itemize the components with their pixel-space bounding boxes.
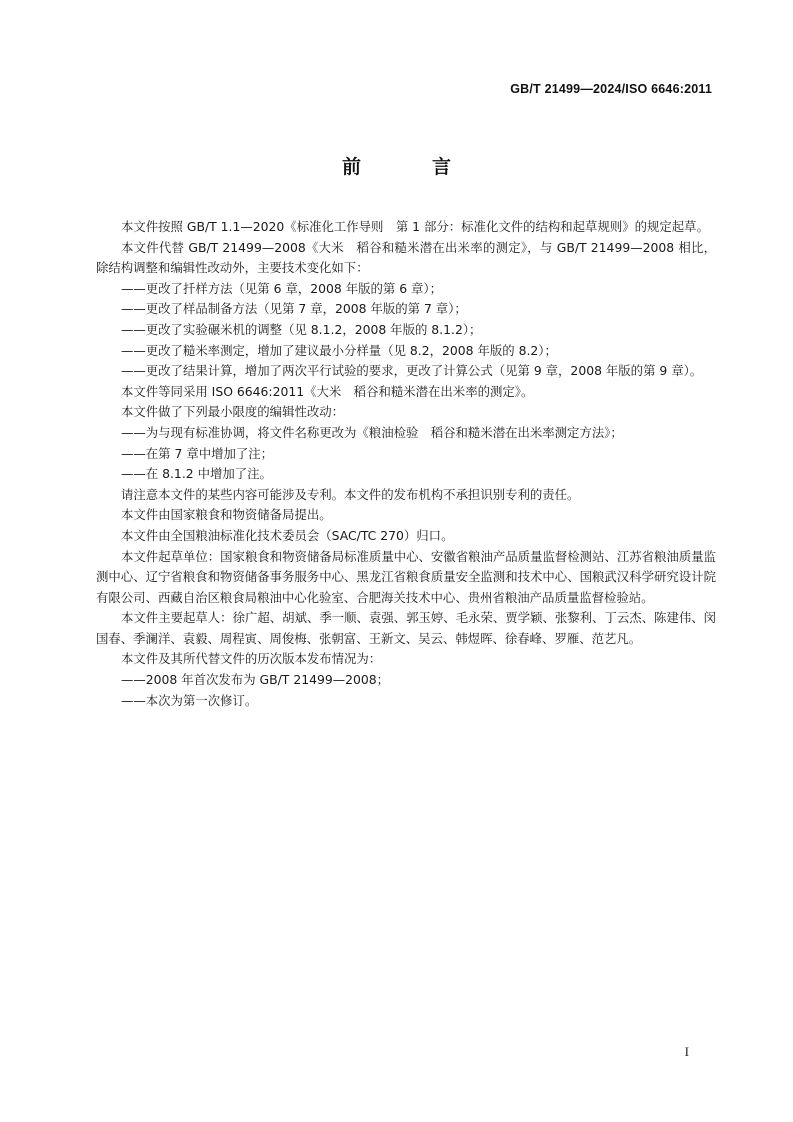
change-item-sample-preparation: ——更改了样品制备方法（见第 7 章，2008 年版的第 7 章）； [121, 301, 467, 317]
paragraph-drafters: 本文件主要起草人：徐广超、胡斌、季一顺、袁强、郭玉婷、毛永荣、贾学颖、张黎利、丁云杰、陈建伟、闵国春、季澜洋、袁毅、周程寅、周俊梅、张朝富、王新文、吴云、韩煜晖、徐春峰、罗雁、范艺凡。 [96, 610, 716, 646]
paragraph-drafting-rules: 本文件按照 GB/T 1.1—2020《标准化工作导则 第 1 部分：标准化文件的结构和起草规则》的规定起草。 [121, 219, 709, 234]
standard-code: GB/T 21499—2024/ISO 6646:2011 [510, 82, 712, 96]
change-item-sampling: ——更改了扦样方法（见第 6 章，2008 年版的第 6 章）； [121, 280, 442, 296]
page-title: 前 言 [341, 156, 477, 178]
change-item-mill-adjustment: ——更改了实验碾米机的调整（见 8.1.2，2008 年版的 8.1.2）； [121, 321, 482, 337]
page-number: I [684, 1044, 689, 1059]
paragraph-version-history: 本文件及其所代替文件的历次版本发布情况为： [121, 651, 382, 667]
paragraph-iso-adoption: 本文件等同采用 ISO 6646:2011《大米 稻谷和糙米潜在出米率的测定》。 [121, 383, 534, 399]
history-item-current: ——本次为第一次修订。 [121, 692, 258, 708]
editorial-item-title: ——为与现有标准协调，将文件名称更改为《粮油检验 稻谷和糙米潜在出米率测定方法》； [121, 424, 623, 440]
change-item-brown-rice-rate: ——更改了糙米率测定，增加了建议最小分样量（见 8.2，2008 年版的 8.2）； [121, 342, 557, 358]
editorial-item-chapter7-note: ——在第 7 章中增加了注； [121, 445, 274, 461]
paragraph-replacement: 本文件代替 GB/T 21499—2008《大米 稻谷和糙米潜在出米率的测定》，与 GB/T 21499—2008 相比，除结构调整和编辑性改动外，主要技术变化如下： [96, 239, 716, 276]
paragraph-editorial-changes: 本文件做了下列最小限度的编辑性改动： [121, 404, 345, 420]
history-item-2008: ——2008 年首次发布为 GB/T 21499—2008； [121, 672, 390, 688]
paragraph-technical-committee: 本文件由全国粮油标准化技术委员会（SAC/TC 270）归口。 [121, 527, 454, 543]
paragraph-drafting-units: 本文件起草单位：国家粮食和物资储备局标准质量中心、安徽省粮油产品质量监督检测站、江苏省粮油质量监测中心、辽宁省粮食和物资储备事务服务中心、黑龙江省粮食质量安全监测和技术中心、国粮武汉科学研究设计院有限公司、西藏自治区粮食局粮油中心化验室、合肥海关技术中心、贵州省粮油产品质量监督检验站。 [96, 548, 716, 605]
editorial-item-812-note: ——在 8.1.2 中增加了注。 [121, 466, 272, 482]
paragraph-patent-notice: 请注意本文件的某些内容可能涉及专利。本文件的发布机构不承担识别专利的责任。 [121, 486, 580, 502]
change-item-calculation: ——更改了结果计算，增加了两次平行试验的要求，更改了计算公式（见第 9 章，2008 年版的第 9 章）。 [121, 363, 703, 379]
paragraph-proposer: 本文件由国家粮食和物资储备局提出。 [121, 507, 332, 523]
foreword-body [96, 217, 716, 711]
